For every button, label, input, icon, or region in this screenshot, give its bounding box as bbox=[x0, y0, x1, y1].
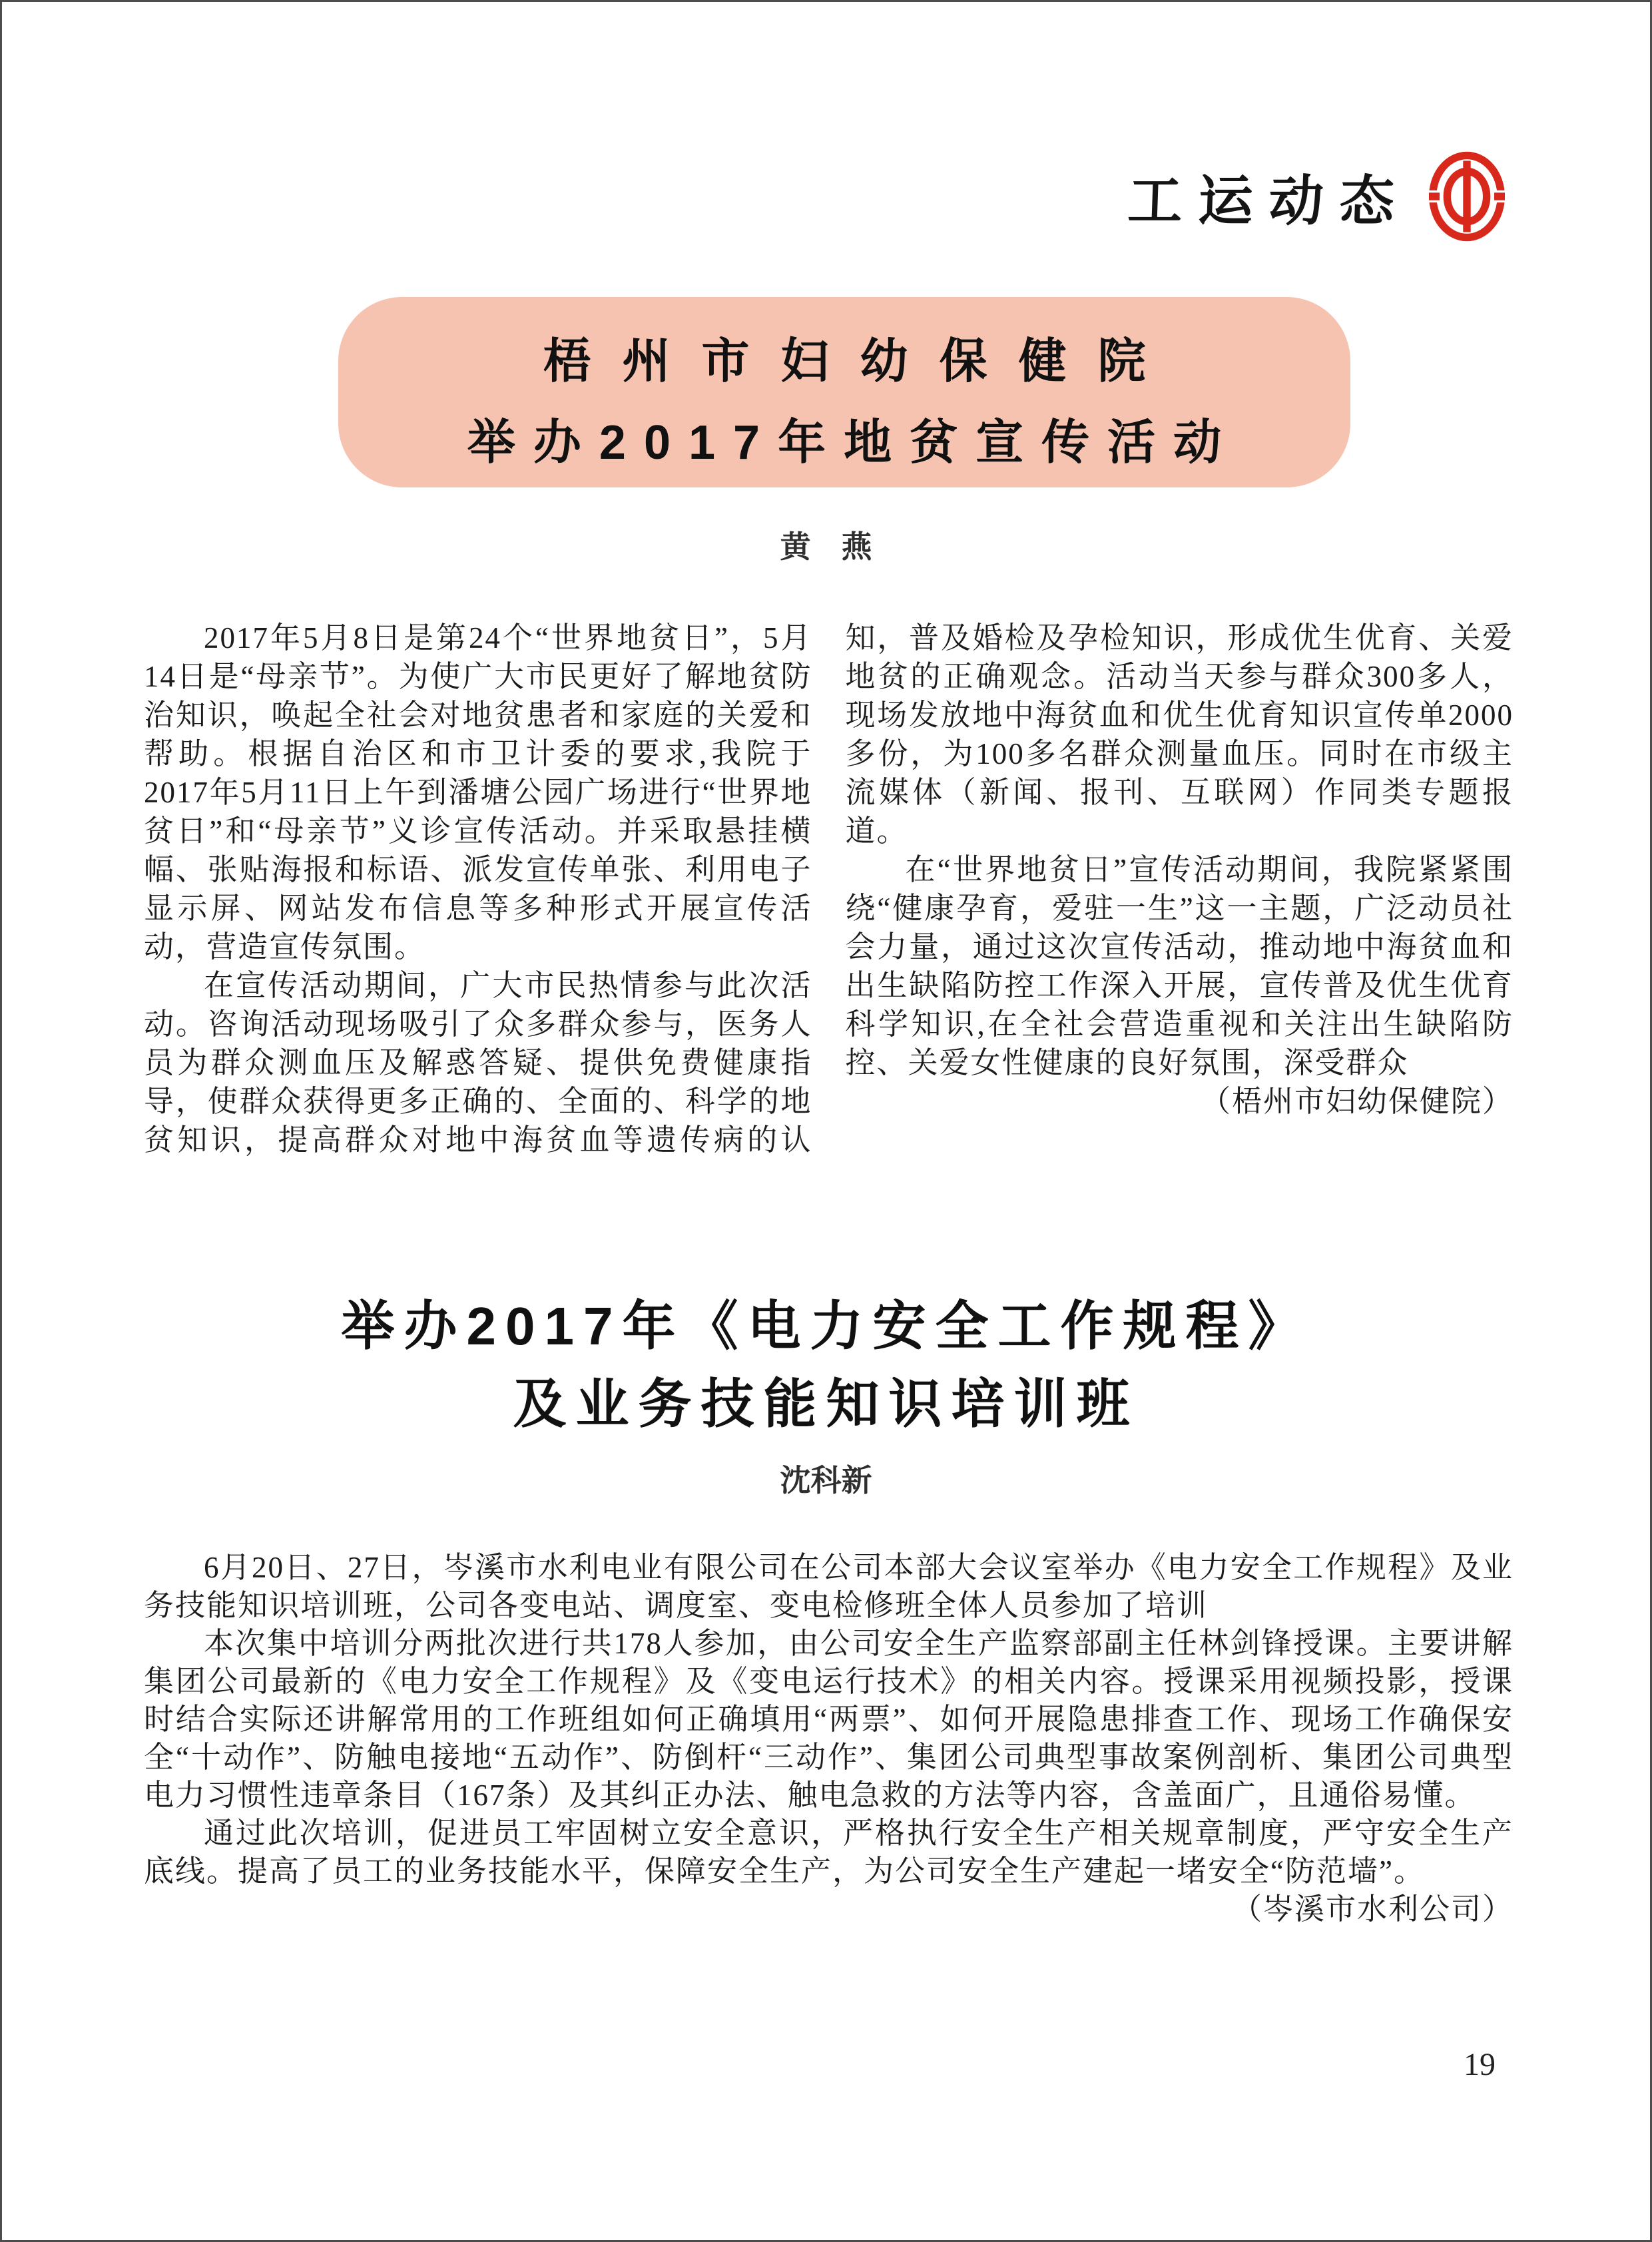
article2-paragraph: 6月20日、27日，岑溪市水利电业有限公司在公司本部大会议室举办《电力安全工作规程》及业务技能知识培训班，公司各变电站、调度室、变电检修班全体人员参加了培训 bbox=[144, 1551, 1514, 1622]
article1-paragraph: 在宣传活动期间，广大市民热情参与此次活动。咨询活动现场吸引了众多群众参与，医务人员为群众测血压及解惑答疑、提供免费健康指导，使群众获得更多正确的、全面的、科学的地贫知识，提高群众对地中海贫血等遗传病的认知，普及婚检及孕检知识，形成优生优育、关爱地贫的正确观念。活动当天参与群众300多人，现场发放地中海贫血和优生优育知识宣传单2000多份，为100多名群众测量血压。同时在市级主流媒体（新闻、报刊、互联网）作同类专题报道。 bbox=[144, 621, 1514, 1157]
article2-body bbox=[144, 1549, 1514, 1928]
article1-attribution: （梧州市妇幼保健院） bbox=[1200, 1085, 1514, 1118]
article2-paragraph: 通过此次培训，促进员工牢固树立安全意识，严格执行安全生产相关规章制度，严守安全生产底线。提高了员工的业务技能水平，保障安全生产，为公司安全生产建起一堵安全“防范墙”。 bbox=[144, 1817, 1514, 1888]
page-number: 19 bbox=[1464, 2047, 1496, 2082]
section-title: 工运动态 bbox=[1127, 170, 1412, 232]
article1-title-line2: 举办2017年地贫宣传活动 bbox=[467, 416, 1240, 469]
article1-paragraph bbox=[845, 850, 1514, 1118]
article2-title-line1: 举办2017年《电力安全工作规程》 bbox=[341, 1296, 1311, 1356]
article1-paragraph: 2017年5月8日是第24个“世界地贫日”，5月14日是“母亲节”。为使广大市民更好了解地贫防治知识，唤起全社会对地贫患者和家庭的关爱和帮助。根据自治区和市卫计委的要求,我院于2017年5月11日上午到潘塘公园广场进行“世界地贫日”和“母亲节”义诊宣传活动。并采取悬挂横幅、张贴海报和标语、派发宣传单张、利用电子显示屏、网站发布信息等多种形式开展宣传活动，营造宣传氛围。 bbox=[144, 621, 812, 964]
article2-author: 沈科新 bbox=[780, 1463, 872, 1498]
article1-title-banner bbox=[338, 297, 1350, 487]
article1-paragraph-text: 在“世界地贫日”宣传活动期间，我院紧紧围绕“健康孕育，爱驻一生”这一主题，广泛动员社会力量，通过这次宣传活动，推动地中海贫血和出生缺陷防控工作深入开展，宣传普及优生优育科学知识,在全社会营造重视和关注出生缺陷防控、关爱女性健康的良好氛围，深受群众 bbox=[845, 853, 1514, 1079]
article2-title bbox=[2, 1287, 1650, 1443]
article2-attribution: （岑溪市水利公司） bbox=[1231, 1892, 1514, 1926]
article1-author: 黄 燕 bbox=[780, 529, 872, 564]
section-header bbox=[1128, 150, 1505, 243]
article2-paragraph: 本次集中培训分两批次进行共178人参加，由公司安全生产监察部副主任林剑锋授课。主要讲解集团公司最新的《电力安全工作规程》及《变电运行技术》的相关内容。授课采用视频投影，授课时结合实际还讲解常用的工作班组如何正确填用“两票”、如何开展隐患排查工作、现场工作确保安全“十动作”、防触电接地“五动作”、防倒杆“三动作”、集团公司典型事故案例剖析、集团公司典型电力习惯性违章条目（167条）及其纠正办法、触电急救的方法等内容，含盖面广，且通俗易懂。 bbox=[144, 1627, 1514, 1812]
trade-union-logo-icon bbox=[1429, 151, 1505, 242]
article1-title-line1: 梧州市妇幼保健院 bbox=[543, 335, 1177, 388]
article1-body bbox=[144, 619, 1514, 1163]
article2-title-line2: 及业务技能知识培训班 bbox=[513, 1374, 1139, 1434]
